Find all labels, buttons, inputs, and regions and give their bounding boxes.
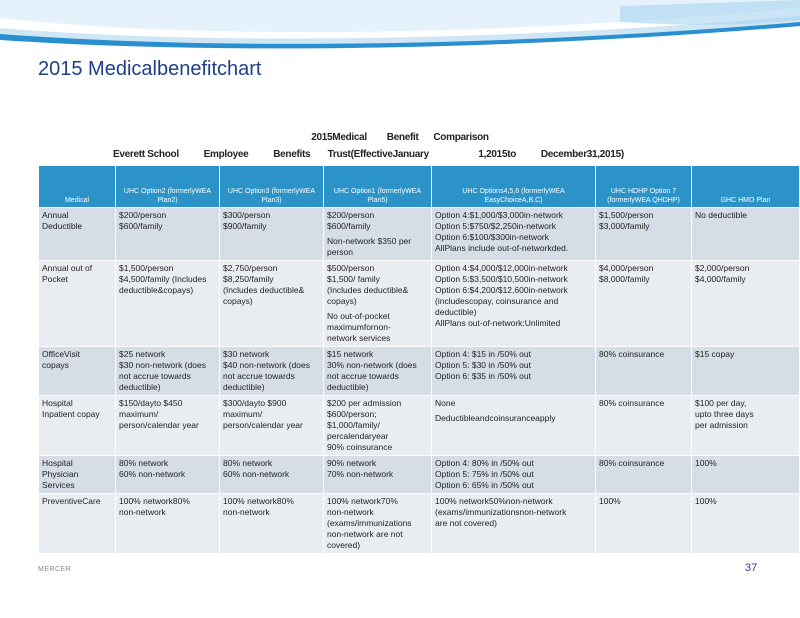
table-cell: [432, 208, 596, 261]
benefit-comparison-table: [38, 165, 800, 554]
cell-text: 80% coinsurance: [599, 349, 665, 359]
table-cell: [596, 396, 692, 456]
table-row: [39, 208, 800, 261]
cell-text: $2,750/person $8,250/family (Includes deductible& copays): [223, 263, 305, 306]
table-cell: [220, 261, 324, 347]
table-cell: [596, 208, 692, 261]
table-cell: [432, 494, 596, 554]
table-header-row: [39, 166, 800, 208]
table-cell: [220, 208, 324, 261]
row-label: Hospital Inpatient copay: [39, 396, 116, 456]
table-cell: [116, 208, 220, 261]
cell-text: 100%: [599, 496, 621, 506]
table-cell: [220, 456, 324, 494]
table-cell: [432, 347, 596, 396]
table-cell: [116, 261, 220, 347]
cell-text: Deductibleandcoinsuranceapply: [435, 413, 556, 423]
cell-text: 100%: [695, 458, 717, 468]
chart-caption-line1: 2015Medical Benefit Comparison: [311, 132, 489, 143]
table-row: [39, 456, 800, 494]
table-cell: [220, 494, 324, 554]
cell-text: 80% network 60% non-network: [119, 458, 186, 479]
cell-text: $1,500/person $3,000/family: [599, 210, 654, 231]
row-label: Hospital Physician Services: [39, 456, 116, 494]
cell-text: 100% network50%non-network (exams/immunizationsnon-network are not covered): [435, 496, 567, 528]
table-cell: [220, 347, 324, 396]
cell-text: Non-network $350 per person: [327, 236, 412, 257]
table-cell: [692, 456, 800, 494]
cell-text: 100% network80% non-network: [119, 496, 190, 517]
table-cell: [596, 456, 692, 494]
cell-text: 90% network 70% non-network: [327, 458, 394, 479]
page-number: 37: [745, 562, 758, 574]
column-header: UHC Option2 (formerlyWEA Plan2): [116, 166, 220, 208]
cell-text: $200/person $600/family: [119, 210, 167, 231]
cell-text: $300/person $900/family: [223, 210, 271, 231]
cell-text: $100 per day, upto three days per admission: [695, 398, 754, 430]
cell-text: 80% coinsurance: [599, 458, 665, 468]
table-cell: [692, 494, 800, 554]
cell-text: Option 4: 80% in /50% out Option 5: 75% in /50% out Option 6: 65% in /50% out: [435, 458, 534, 490]
column-header: UHC HDHP Option 7 (formerlyWEA QHDHP): [596, 166, 692, 208]
column-header: UHC Options4,5,6 (formerlyWEA EasyChoiceA,B,C): [432, 166, 596, 208]
table-cell: [596, 261, 692, 347]
cell-text: $200/person $600/family: [327, 210, 375, 231]
table-cell: [324, 208, 432, 261]
table-cell: [324, 494, 432, 554]
row-label: PreventiveCare: [39, 494, 116, 554]
footer-brand: MERCER: [38, 566, 72, 573]
table-cell: [596, 347, 692, 396]
table-cell: [596, 494, 692, 554]
cell-text: Option 4: $15 in /50% out Option 5: $30 in /50% out Option 6: $35 in /50% out: [435, 349, 531, 381]
table-row: [39, 261, 800, 347]
cell-text: $150/dayto $450 maximum/ person/calendar year: [119, 398, 199, 430]
row-label: OfficeVisit copays: [39, 347, 116, 396]
table-cell: [116, 456, 220, 494]
cell-text: 80% network 60% non-network: [223, 458, 290, 479]
table-cell: [324, 396, 432, 456]
cell-text: $30 network $40 non-network (does not accrue towards deductible): [223, 349, 310, 392]
row-label: Annual out of Pocket: [39, 261, 116, 347]
table-cell: [692, 261, 800, 347]
cell-text: $25 network $30 non-network (does not accrue towards deductible): [119, 349, 206, 392]
cell-text: $15 network 30% non-network (does not accrue towards deductible): [327, 349, 417, 392]
column-header: UHC Option1 (formerlyWEA Plan5): [324, 166, 432, 208]
table-cell: [324, 347, 432, 396]
cell-text: No deductible: [695, 210, 747, 220]
cell-text: Option 4:$4,000/$12,000in-network Option 5:$3,500/$10,500in-network Option 6:$4,200/$12,600in-network (includescopay, coinsurance and deductible) AllPlans out-of-network:Unlimited: [435, 263, 568, 328]
table-row: [39, 396, 800, 456]
cell-text: 100% network80% non-network: [223, 496, 294, 517]
cell-text: None: [435, 398, 456, 408]
table-cell: [324, 261, 432, 347]
cell-text: Option 4:$1,000/$3,000in-network Option 5:$750/$2,250in-network Option 6:$100/$300in-network AllPlans include out-of-networkded.: [435, 210, 569, 253]
table-cell: [692, 208, 800, 261]
table-row: [39, 347, 800, 396]
table-cell: [432, 456, 596, 494]
column-header: UHC Option3 (formerlyWEA Plan3): [220, 166, 324, 208]
cell-text: $2,000/person $4,000/family: [695, 263, 750, 284]
cell-text: 80% coinsurance: [599, 398, 665, 408]
cell-text: 100% network70% non-network (exams/immunizations non-network are not covered): [327, 496, 412, 550]
table-cell: [692, 347, 800, 396]
table-cell: [220, 396, 324, 456]
cell-text: $500/person $1,500/ family (Includes deductible& copays): [327, 263, 409, 306]
table-row: [39, 494, 800, 554]
cell-text: $4,000/person $8,000/family: [599, 263, 654, 284]
cell-text: $1,500/person $4,500/family (Includes deductible&copays): [119, 263, 207, 295]
cell-text: 100%: [695, 496, 717, 506]
row-label: Annual Deductible: [39, 208, 116, 261]
column-header: GHC HMO Plan: [692, 166, 800, 208]
table-cell: [432, 396, 596, 456]
table-cell: [116, 347, 220, 396]
table-cell: [324, 456, 432, 494]
header-wave-band: [0, 0, 800, 60]
chart-caption-line2: Everett School Employee Benefits Trust(EffectiveJanuary 1,2015to December31,2015): [113, 149, 624, 160]
cell-text: $200 per admission $600/person; $1,000/family/ percalendaryear 90% coinsurance: [327, 398, 402, 452]
cell-text: $300/dayto $900 maximum/ person/calendar year: [223, 398, 303, 430]
column-header: Medical: [39, 166, 116, 208]
page-title: 2015 Medicalbenefitchart: [38, 58, 262, 80]
cell-text: $15 copay: [695, 349, 735, 359]
table-cell: [432, 261, 596, 347]
table-cell: [116, 396, 220, 456]
table-cell: [116, 494, 220, 554]
table-cell: [692, 396, 800, 456]
cell-text: No out-of-pocket maximumfornon- network services: [327, 311, 391, 343]
